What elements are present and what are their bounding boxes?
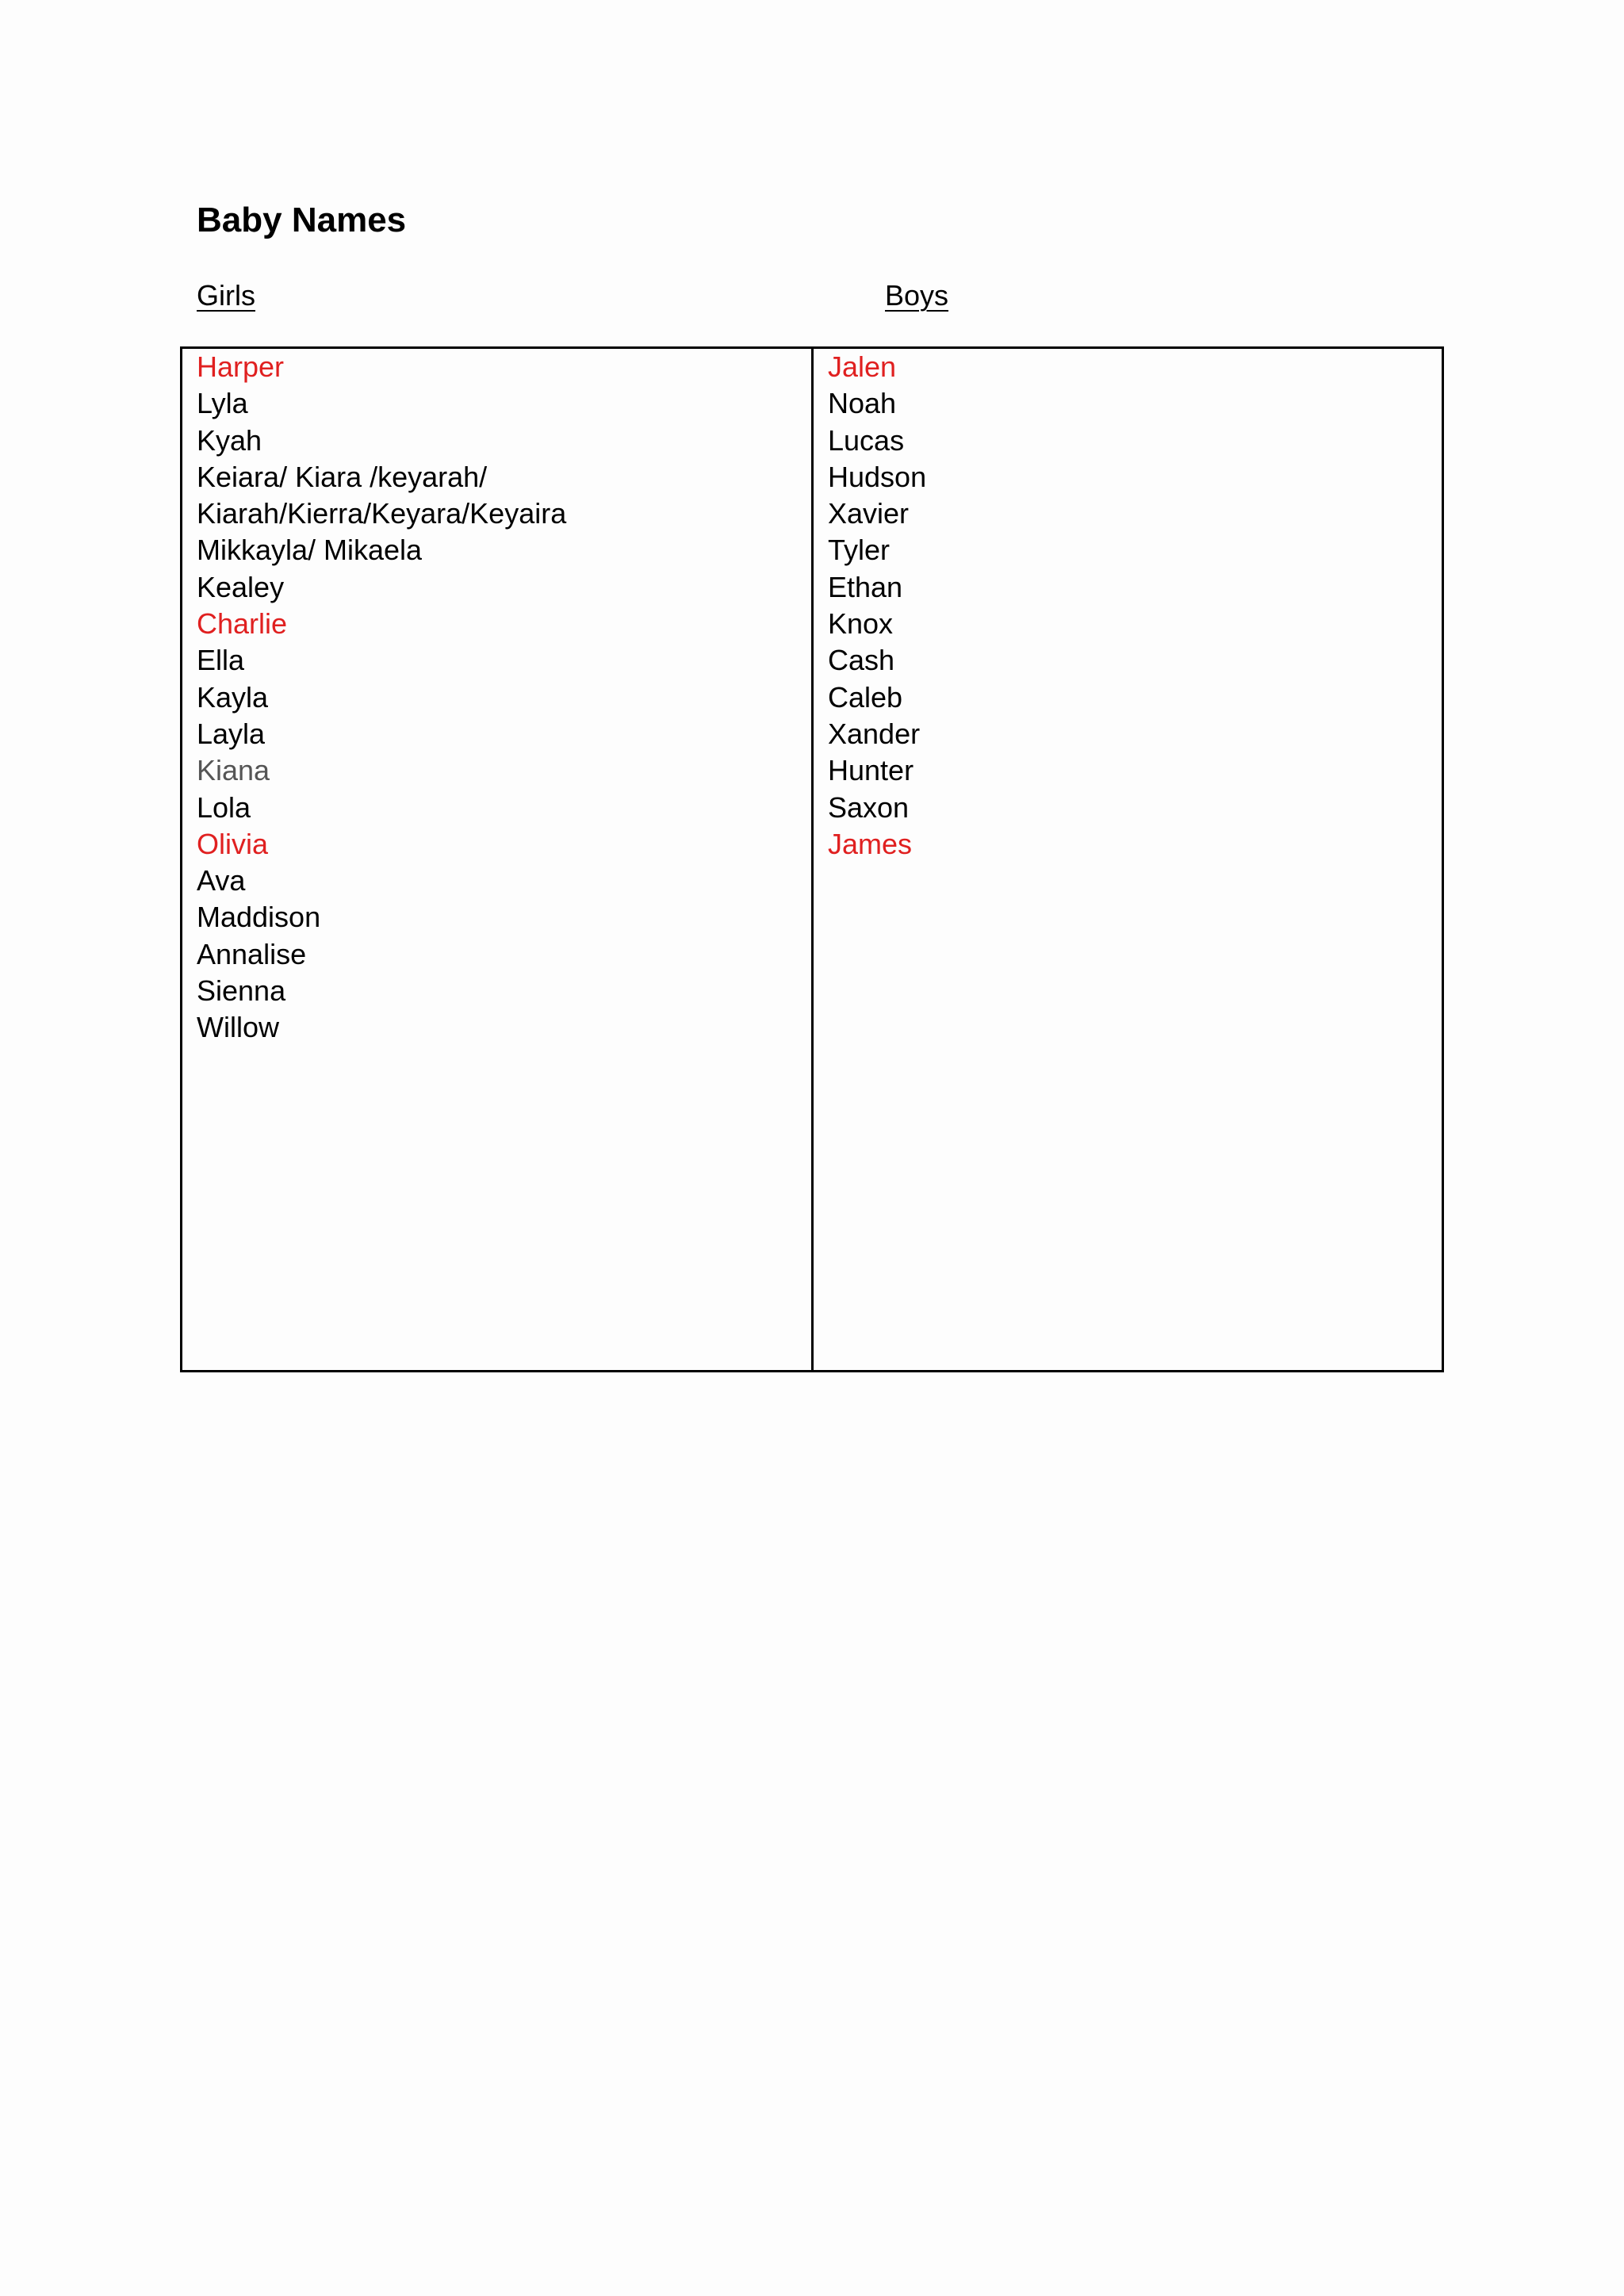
name-list-item: Layla xyxy=(197,717,266,750)
name-list-item: Annalise xyxy=(197,937,307,970)
name-list-item: Sienna xyxy=(197,974,286,1008)
girls-column xyxy=(182,349,814,1370)
name-list-item: Mikkayla/ Mikaela xyxy=(197,534,423,567)
name-list-item: Lucas xyxy=(828,423,905,457)
name-list-item: Jalen xyxy=(828,350,897,383)
name-list-item: Tyler xyxy=(828,534,891,567)
name-list-item: Kealey xyxy=(197,570,285,603)
names-table xyxy=(180,346,1444,1372)
girls-name-list xyxy=(197,349,566,1047)
name-list-item: Saxon xyxy=(828,790,910,824)
name-list-item: Charlie xyxy=(197,607,288,641)
name-list-item: Kyah xyxy=(197,423,262,457)
boys-heading: Boys xyxy=(885,279,949,312)
name-list-item: Maddison xyxy=(197,901,321,934)
name-list-item: Xander xyxy=(828,717,921,750)
name-list-item: Olivia xyxy=(197,827,269,860)
page-title: Baby Names xyxy=(197,201,407,239)
name-list-item: Xavier xyxy=(828,497,910,530)
name-list-item: Ethan xyxy=(828,570,903,603)
name-list-item: Kiana xyxy=(197,754,270,787)
name-list-item: Harper xyxy=(197,350,285,383)
name-list-item: Hudson xyxy=(828,460,927,493)
name-list-item: Ella xyxy=(197,644,245,677)
name-list-item: Knox xyxy=(828,607,894,641)
name-list-item: James xyxy=(828,827,913,860)
name-list-item: Hunter xyxy=(828,754,914,787)
name-list-item: Noah xyxy=(828,387,897,420)
girls-heading: Girls xyxy=(197,279,255,312)
name-list-item: Keiara/ Kiara /keyarah/ xyxy=(197,460,488,493)
boys-name-list xyxy=(828,349,926,863)
name-list-item: Cash xyxy=(828,644,895,677)
name-list-item: Kayla xyxy=(197,680,269,714)
name-list-item: Willow xyxy=(197,1011,279,1044)
name-list-item: Caleb xyxy=(828,680,903,714)
name-list-item: Lola xyxy=(197,790,251,824)
name-list-item: Kiarah/Kierra/Keyara/Keyaira xyxy=(197,497,567,530)
name-list-item: Lyla xyxy=(197,387,248,420)
name-list-item: Ava xyxy=(197,864,246,897)
boys-column xyxy=(814,349,1442,1370)
